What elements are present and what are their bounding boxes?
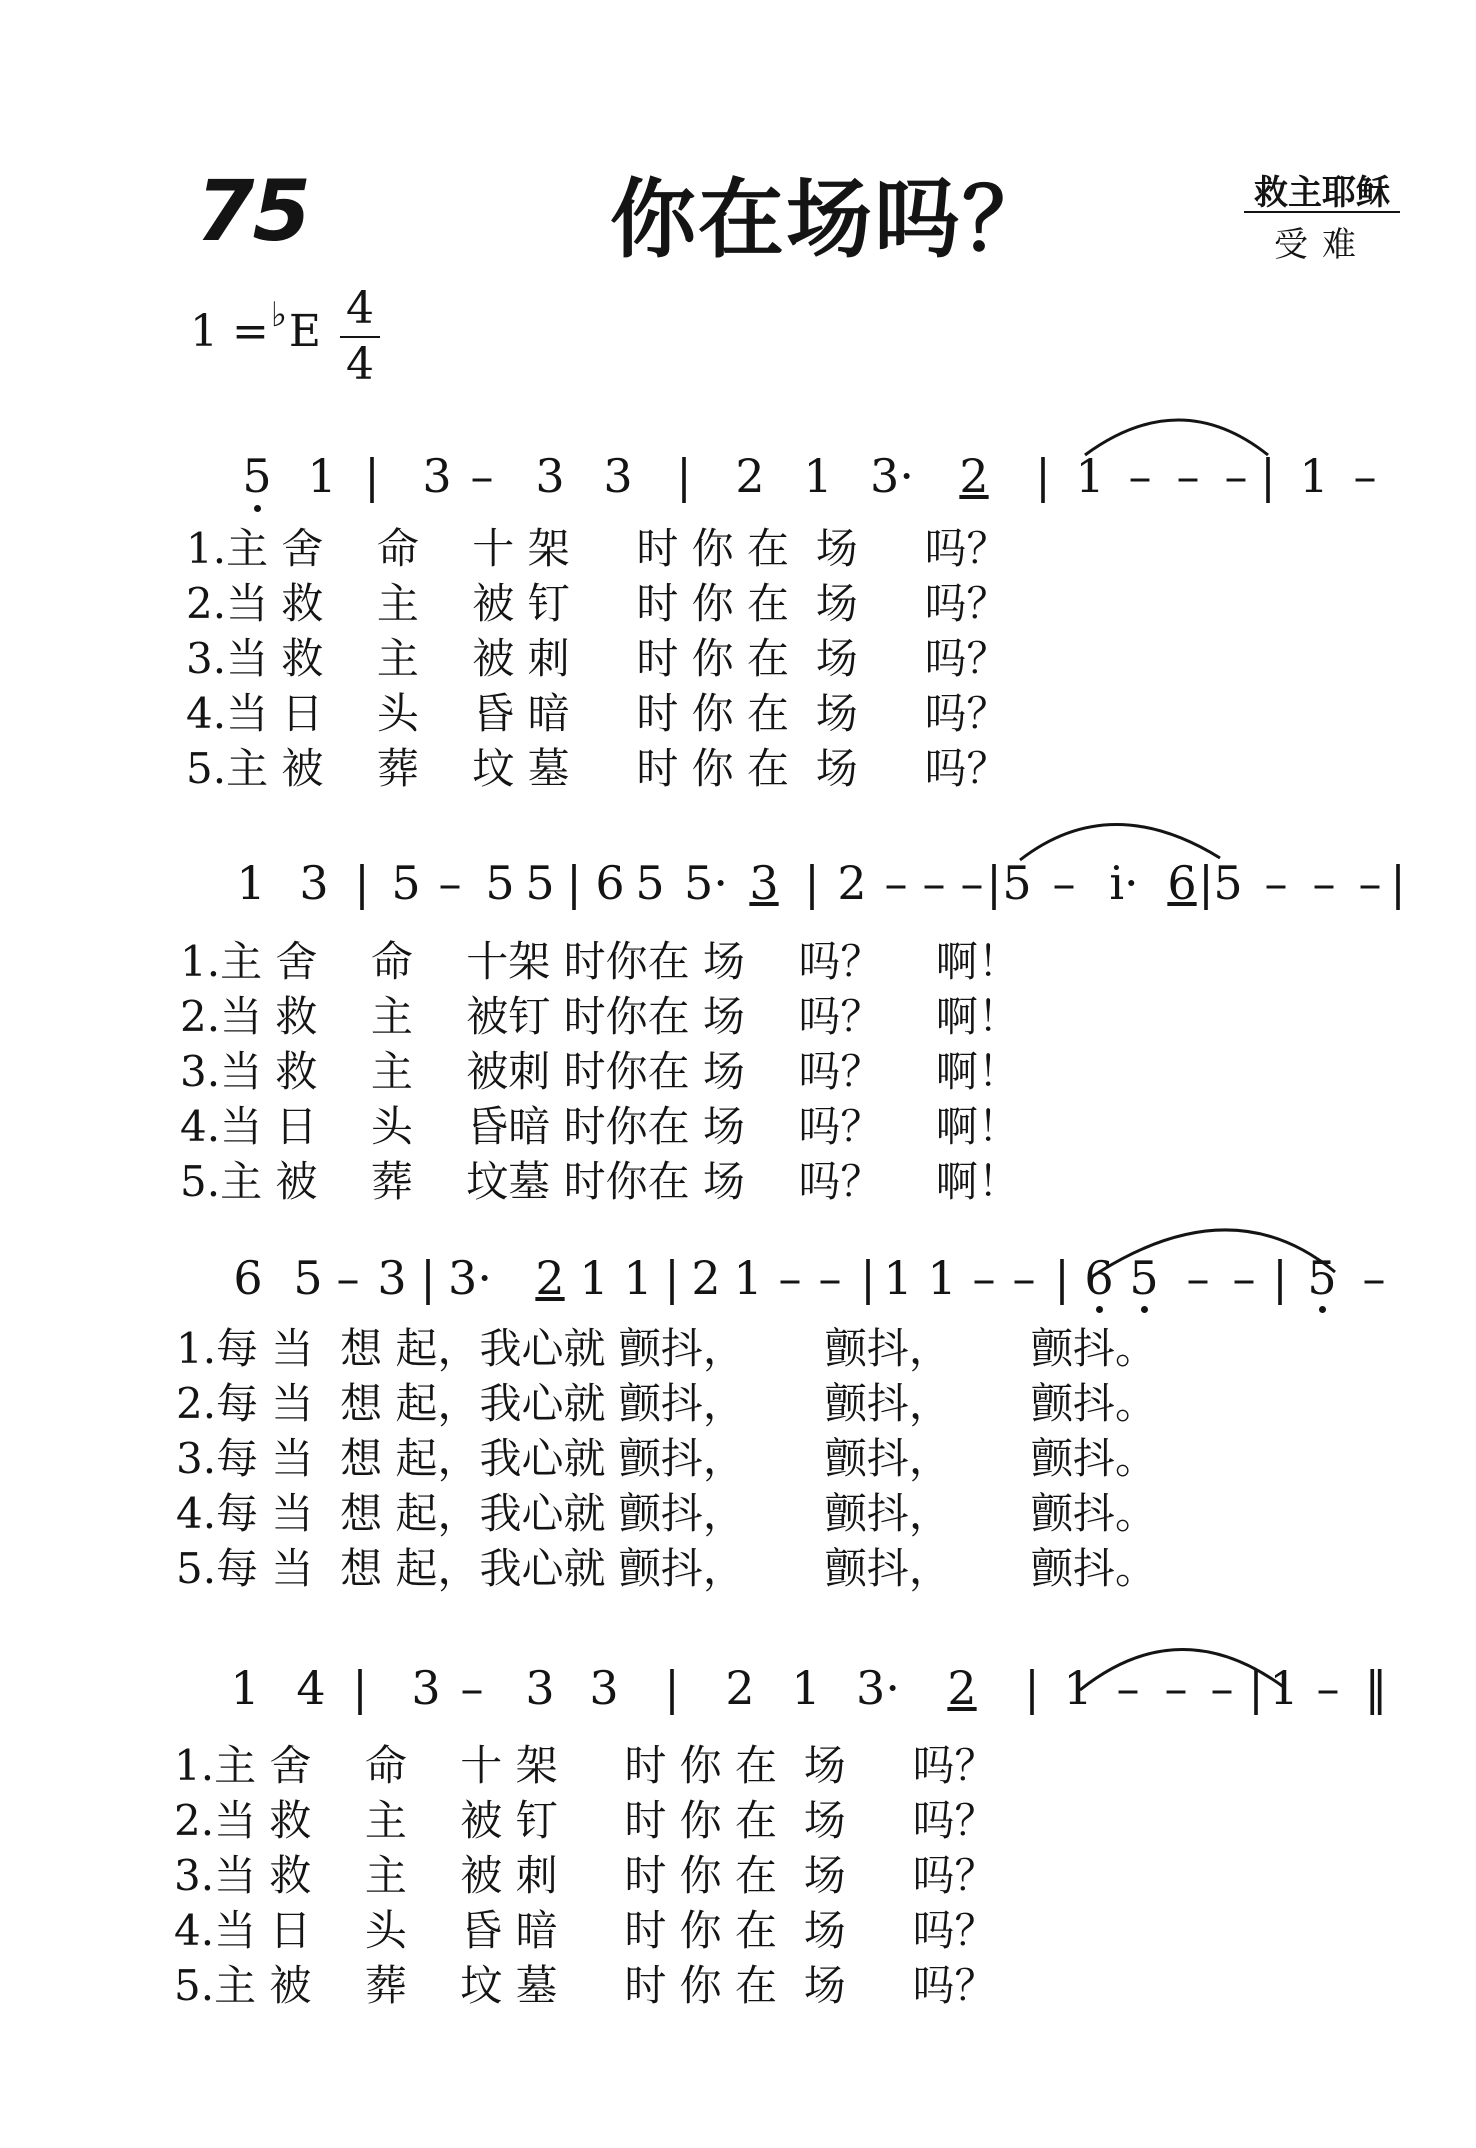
flat-sign: ♭ (270, 295, 287, 335)
note: 1 (883, 1251, 913, 1305)
note: 6 (1084, 1251, 1114, 1305)
lyric-line: 4.每 当 想 起，我心就 颤抖， 颤抖， 颤抖。 (176, 1489, 1158, 1538)
note: 2 (959, 449, 989, 503)
barline: | (566, 856, 582, 910)
lyric-line: 3.当 救 主 被 刺 时 你 在 场 吗？ (174, 1851, 997, 1900)
note: 2 (725, 1661, 755, 1715)
tie-slur (1080, 1649, 1285, 1690)
barline: | (664, 1661, 680, 1715)
lyric-line: 1.主 舍 命 十 架 时 你 在 场 吗？ (174, 1741, 997, 1790)
dash: – (1358, 856, 1382, 910)
dash: – (884, 856, 908, 910)
dash: – (336, 1251, 360, 1305)
note: 5 (1213, 856, 1243, 910)
dash: – (818, 1251, 842, 1305)
note: 1 (733, 1251, 763, 1305)
barline: | (986, 856, 1002, 910)
note: 3 (377, 1251, 407, 1305)
hymn-number: 75 (196, 162, 309, 260)
note: 5· (684, 856, 728, 910)
barline: | (1260, 449, 1276, 503)
dash: – (1116, 1661, 1140, 1715)
note: 3 (749, 856, 779, 910)
note: 1 (1075, 449, 1105, 503)
note: 5 (391, 856, 421, 910)
note: 5 (1129, 1251, 1159, 1305)
lyric-line: 3.当 救 主 被 刺 时 你 在 场 吗？ (186, 634, 1009, 683)
lyric-line: 4.当 日 头 昏 暗 时 你 在 场 吗？ (174, 1906, 997, 1955)
note: 3 (525, 1661, 555, 1715)
dash: – (1128, 449, 1152, 503)
barline: | (804, 856, 820, 910)
barline: | (352, 1661, 368, 1715)
dash: – (1312, 856, 1336, 910)
note: 3 (535, 449, 565, 503)
dash: – (1164, 1661, 1188, 1715)
barline: | (1024, 1661, 1040, 1715)
note: 4 (296, 1661, 326, 1715)
note: 2 (947, 1661, 977, 1715)
barline: | (1054, 1251, 1070, 1305)
note: i· (1109, 856, 1139, 910)
note: 2 (837, 856, 867, 910)
dash: – (778, 1251, 802, 1305)
note: 3· (856, 1661, 900, 1715)
tie-slur (1090, 1230, 1335, 1278)
note: 3 (603, 449, 633, 503)
note: 2 (735, 449, 765, 503)
dash: – (1052, 856, 1076, 910)
note: 1 (791, 1661, 821, 1715)
lyric-line: 4.当 日 头 昏暗 时你在 场 吗？ 啊！ (180, 1102, 1020, 1151)
barline: | (364, 449, 380, 503)
dash: – (1176, 449, 1200, 503)
note: 1 (1063, 1661, 1093, 1715)
note: 6 (595, 856, 625, 910)
dash: – (460, 1661, 484, 1715)
note: 1 (803, 449, 833, 503)
barline: | (1272, 1251, 1288, 1305)
final-barline: ‖ (1364, 1661, 1388, 1715)
note: 3 (299, 856, 329, 910)
lyric-line: 1.主 舍 命 十架 时你在 场 吗？ 啊！ (180, 937, 1020, 986)
note: 1 (927, 1251, 957, 1305)
note: 6 (233, 1251, 263, 1305)
lyric-line: 2.当 救 主 被 钉 时 你 在 场 吗？ (186, 579, 1009, 628)
lyric-line: 4.当 日 头 昏 暗 时 你 在 场 吗？ (186, 689, 1009, 738)
lyric-line: 2.当 救 主 被钉 时你在 场 吗？ 啊！ (180, 992, 1020, 1041)
lyric-line: 5.主 被 葬 坟 墓 时 你 在 场 吗？ (186, 744, 1009, 793)
barline: | (1198, 856, 1214, 910)
dash: – (1012, 1251, 1036, 1305)
note: 3 (589, 1661, 619, 1715)
dash: – (1264, 856, 1288, 910)
barline: | (1390, 856, 1406, 910)
dash: – (1362, 1251, 1386, 1305)
note: 5 (635, 856, 665, 910)
dash: – (470, 449, 494, 503)
dash: – (438, 856, 462, 910)
dash: – (960, 856, 984, 910)
note: 5 (1307, 1251, 1337, 1305)
dash: – (1210, 1661, 1234, 1715)
tie-slur (1020, 824, 1220, 860)
time-signature-bottom: 4 (346, 339, 374, 390)
note: 2 (535, 1251, 565, 1305)
lyric-line: 5.主 被 葬 坟 墓 时 你 在 场 吗？ (174, 1961, 997, 2010)
note: 1 (579, 1251, 609, 1305)
barline: | (1248, 1661, 1264, 1715)
barline: | (676, 449, 692, 503)
lyric-line: 5.每 当 想 起，我心就 颤抖， 颤抖， 颤抖。 (176, 1544, 1158, 1593)
barline: | (664, 1251, 680, 1305)
barline: | (354, 856, 370, 910)
lyric-line: 1.每 当 想 起，我心就 颤抖， 颤抖， 颤抖。 (176, 1324, 1158, 1373)
note: 5 (1002, 856, 1032, 910)
category-main: 救主耶稣 (1254, 173, 1390, 213)
note: 5 (242, 449, 272, 503)
barline: | (420, 1251, 436, 1305)
note: 1 (236, 856, 266, 910)
tie-slur (1085, 420, 1268, 455)
dash: – (1232, 1251, 1256, 1305)
lyric-line: 3.每 当 想 起，我心就 颤抖， 颤抖， 颤抖。 (176, 1434, 1158, 1483)
lyric-line: 1.主 舍 命 十 架 时 你 在 场 吗？ (186, 524, 1009, 573)
lyric-line: 2.当 救 主 被 钉 时 你 在 场 吗？ (174, 1796, 997, 1845)
note: 1 (230, 1661, 260, 1715)
song-title: 你在场吗？ (610, 169, 1050, 270)
note: 1 (1299, 449, 1329, 503)
note: 5 (525, 856, 555, 910)
note: 3 (422, 449, 452, 503)
barline: | (860, 1251, 876, 1305)
note: 2 (691, 1251, 721, 1305)
note: 5 (485, 856, 515, 910)
note: 1 (307, 449, 337, 503)
note: 1 (623, 1251, 653, 1305)
note: 3 (411, 1661, 441, 1715)
key-letter: E (288, 306, 322, 357)
dash: – (1316, 1661, 1340, 1715)
dash: – (1224, 449, 1248, 503)
note: 1 (1269, 1661, 1299, 1715)
note: 6 (1167, 856, 1197, 910)
lyric-line: 5.主 被 葬 坟墓 时你在 场 吗？ 啊！ (180, 1157, 1020, 1206)
dash: – (972, 1251, 996, 1305)
lyric-line: 3.当 救 主 被刺 时你在 场 吗？ 啊！ (180, 1047, 1020, 1096)
note: 5 (293, 1251, 323, 1305)
time-signature-top: 4 (346, 283, 374, 334)
dash: – (1186, 1251, 1210, 1305)
lyric-line: 2.每 当 想 起，我心就 颤抖， 颤抖， 颤抖。 (176, 1379, 1158, 1428)
barline: | (1035, 449, 1051, 503)
note: 3· (448, 1251, 492, 1305)
dash: – (1353, 449, 1377, 503)
category-sub: 受难 (1274, 225, 1370, 265)
note: 3· (870, 449, 914, 503)
key-prefix: 1 = (190, 306, 269, 357)
dash: – (922, 856, 946, 910)
